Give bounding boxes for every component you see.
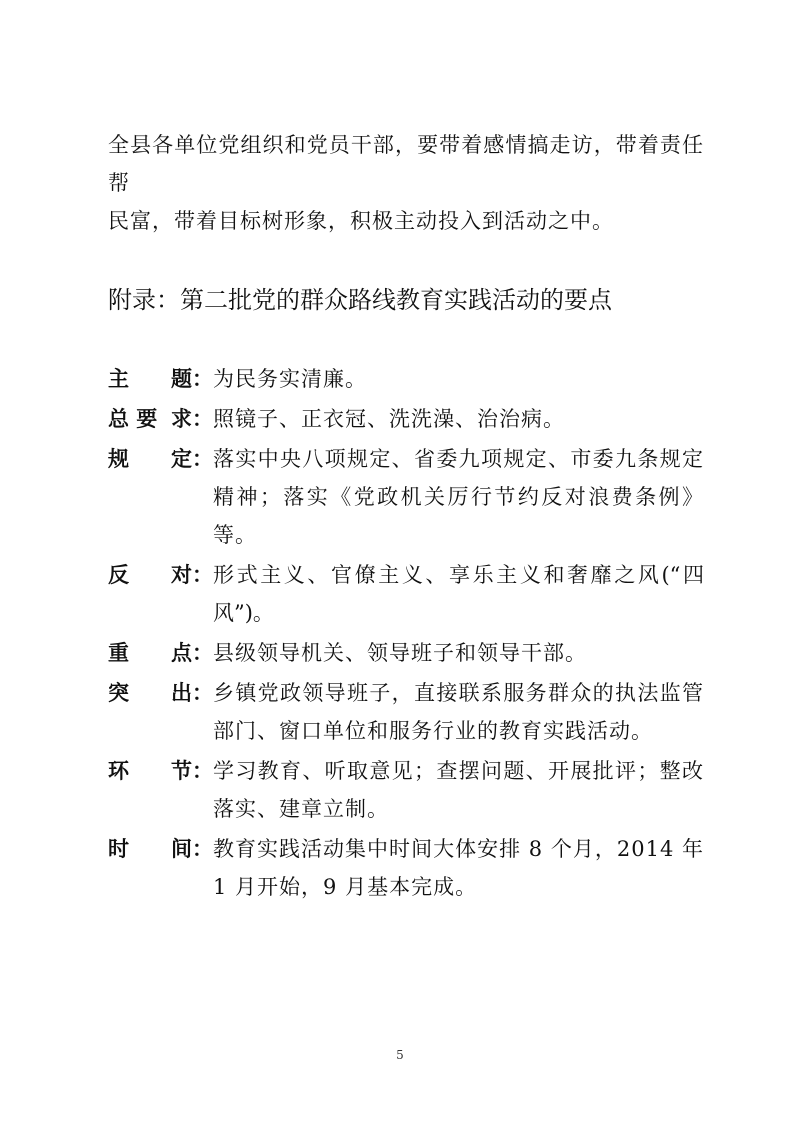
key-point-regulations	[108, 440, 704, 554]
appendix-title: 附录：第二批党的群众路线教育实践活动的要点	[108, 286, 612, 314]
key-point-label: 环 节：	[108, 758, 213, 783]
key-point-label: 反 对：	[108, 562, 213, 587]
key-point-text: 照镜子、正衣冠、洗洗澡、治治病。	[213, 407, 565, 431]
intro-paragraph	[108, 126, 704, 240]
key-point-text: 学习教育、听取意见；查摆问题、开展批评；整改落实、建章立制。	[213, 759, 704, 821]
key-point-text: 乡镇党政领导班子，直接联系服务群众的执法监管部门、窗口单位和服务行业的教育实践活动。	[213, 681, 704, 743]
key-point-focus	[108, 634, 704, 672]
page-number: 5	[396, 1048, 404, 1062]
key-point-text: 形式主义、官僚主义、享乐主义和奢靡之风(“四风”)。	[213, 563, 704, 625]
key-point-text: 为民务实清廉。	[213, 367, 367, 391]
key-point-label: 时 间：	[108, 836, 213, 861]
key-point-time	[108, 830, 704, 906]
key-point-stages	[108, 752, 704, 828]
key-point-label: 重 点：	[108, 640, 213, 665]
key-point-label: 主 题：	[108, 366, 213, 391]
intro-line-2: 民富，带着目标树形象，积极主动投入到活动之中。	[108, 209, 614, 233]
key-point-label: 规 定：	[108, 446, 213, 471]
key-points-list	[108, 360, 704, 906]
key-point-theme	[108, 360, 704, 398]
key-point-text: 县级领导机关、领导班子和领导干部。	[213, 641, 587, 665]
key-point-highlight	[108, 674, 704, 750]
key-point-label: 总 要 求：	[108, 406, 213, 431]
key-point-text: 教育实践活动集中时间大体安排 8 个月，2014 年 1 月开始，9 月基本完成。	[213, 837, 704, 899]
key-point-requirements	[108, 400, 704, 438]
key-point-opposition	[108, 556, 704, 632]
key-point-text: 落实中央八项规定、省委九项规定、市委九条规定精神；落实《党政机关厉行节约反对浪费条例》等。	[213, 447, 704, 547]
intro-line-1: 全县各单位党组织和党员干部，要带着感情搞走访，带着责任帮	[108, 133, 704, 195]
key-point-label: 突 出：	[108, 680, 213, 705]
